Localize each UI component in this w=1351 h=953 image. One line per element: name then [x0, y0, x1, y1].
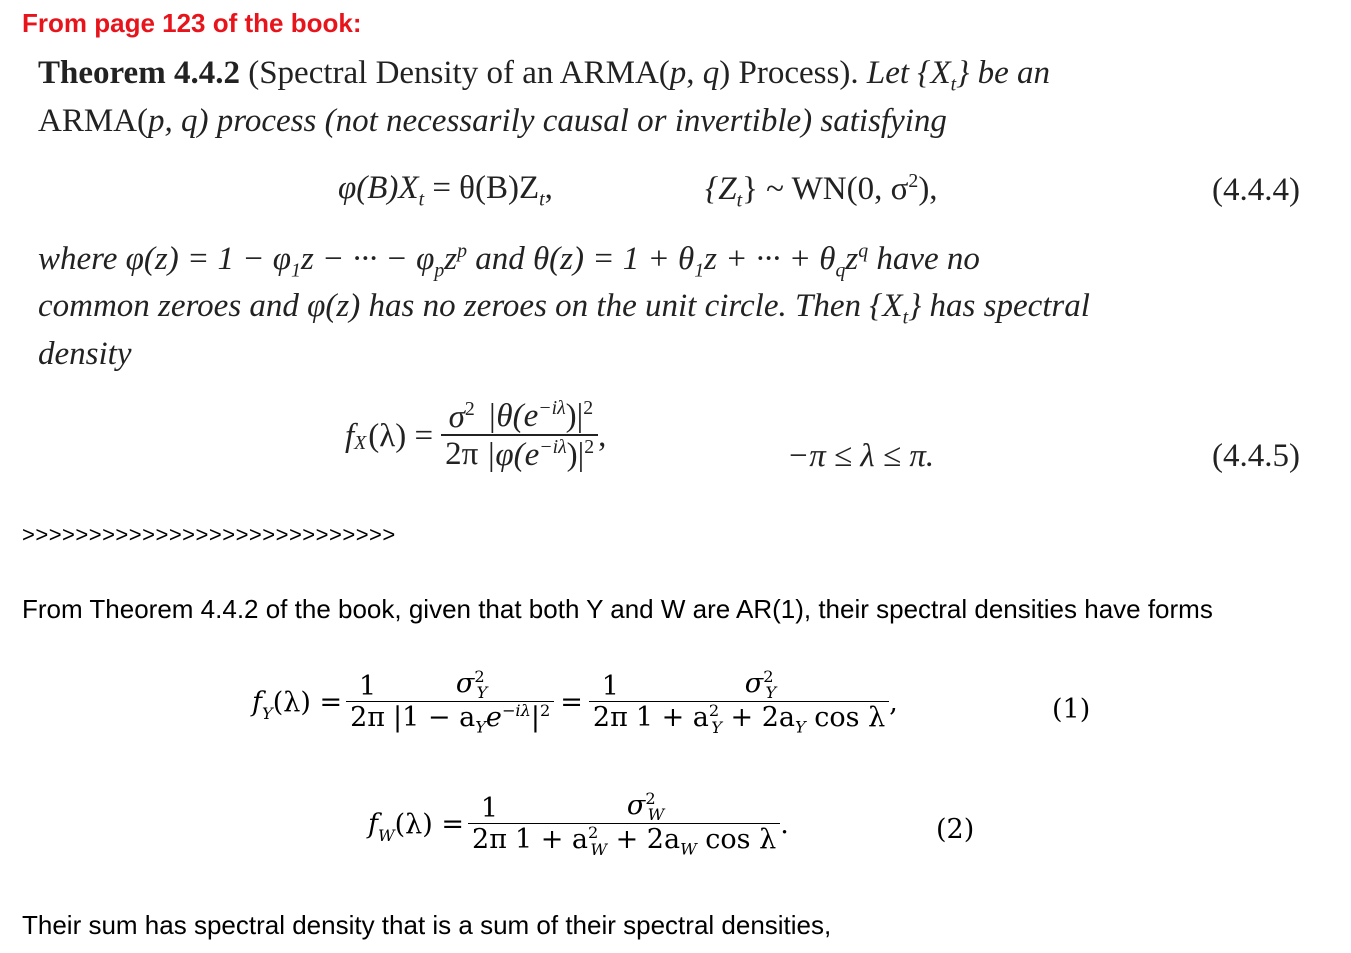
eqY-frac-3 — [589, 670, 632, 733]
eqY-sigma-sub-2: Y — [765, 683, 777, 703]
eq1-mid: = θ(B)Z — [424, 170, 540, 206]
theorem-line-1 — [38, 55, 1050, 97]
eqY-one: 1 — [358, 670, 377, 702]
page-header: From page 123 of the book: — [22, 8, 362, 38]
where-phi: where φ(z) = 1 − φ — [38, 241, 292, 277]
t-subscript: t — [950, 73, 957, 96]
eqW-sigma-sub: W — [647, 805, 665, 825]
eqY-den-a: |1 − a — [393, 702, 476, 734]
eq2-exp-2: −iλ — [539, 435, 567, 458]
where-line-3: density — [38, 336, 132, 372]
eq2-fraction-2: $\frac{|\theta(e^{-i\lambda})|^2}{|\varphi(e^{-i\lambda})|^2}$ — [482, 398, 598, 475]
eq1-lhs: φ(B)X — [338, 170, 419, 206]
paragraph-2: Their sum has spectral density that is a sum of their spectral densities, — [22, 910, 832, 940]
eqW-f: f — [368, 809, 378, 841]
eqY-arg: (λ) = — [272, 687, 343, 719]
eqY-2pi-2: 2π — [589, 701, 632, 733]
has-spectral: } has spectral — [908, 288, 1090, 324]
eq1-t-sub: t — [418, 188, 425, 211]
eqW-period: . — [780, 809, 789, 841]
theorem-title: Theorem 4.4.2 — [38, 55, 240, 91]
equation-4-4-4: $\varphi(B)X_t = \theta(B)Z_t$, — [338, 170, 553, 211]
eqY-den2-a: 1 + a — [635, 702, 709, 734]
eq2-sigma: σ — [448, 398, 465, 435]
where-dots-2: z + ··· + θ — [704, 241, 836, 277]
eq2-theta: |θ(e — [487, 398, 539, 434]
arma-label: ARMA( — [38, 103, 149, 139]
p-symbol: p — [669, 55, 687, 91]
eqW-frac-2: $\frac{\sigma^2_W}{1 + a^2_W + 2a_W \cos \lambda}$ — [511, 790, 780, 859]
eqW-sigma: σ — [626, 790, 646, 821]
eq2-fraction-1: $\frac{\sigma^2}{2\pi}$ — [441, 399, 482, 475]
eq1-t-sub-3: t — [736, 189, 743, 212]
eqY-frac-1 — [346, 670, 389, 733]
equation-number-4-4-4: (4.4.4) — [1212, 172, 1300, 208]
theorem-title-end: ) Process). — [719, 55, 867, 91]
eqY-equals: = — [560, 687, 583, 719]
equation-4-4-4-rhs: $\{Z_t\}$ ~ WN(0, $\sigma^2$), — [705, 170, 938, 212]
eqY-den2-b: + 2a — [721, 702, 795, 734]
where-line-2: common zeroes and φ(z) has no zeroes on the unit circle. Then $\{X_t\}$ has spectral — [38, 288, 1090, 329]
eq2-f: f — [345, 417, 355, 454]
eqW-sub: W — [378, 826, 395, 846]
eq1-end: ), — [918, 171, 938, 207]
eq1-t-sub-2: t — [539, 188, 545, 211]
eqW-den2-b: + 2a — [607, 824, 681, 856]
pq-symbols: p, q — [148, 103, 198, 139]
eqY-one-2: 1 — [601, 670, 619, 702]
where-theta: and θ(z) = 1 + θ — [466, 241, 695, 277]
eqY-f: f — [252, 687, 262, 719]
common-zeroes-text: common zeroes and φ(z) has no zeroes on the unit circle. Then {X — [38, 288, 903, 324]
comma: , — [686, 55, 703, 91]
paragraph-1: From Theorem 4.4.2 of the book, given that both Y and W are AR(1), their spectral densities have forms — [22, 594, 1213, 624]
theorem-title-rest: (Spectral Density of an ARMA( — [239, 55, 670, 91]
equation-1 — [252, 668, 898, 737]
eqY-sub: Y — [262, 704, 273, 724]
theorem-line-2 — [38, 103, 947, 140]
where-dots: z − ··· − φ — [300, 241, 435, 277]
equation-number-4-4-5: (4.4.5) — [1212, 438, 1300, 474]
equation-number-1: (1) — [1052, 694, 1091, 725]
eq2-x-sub: X — [354, 431, 367, 454]
eqY-den2-c: cos λ — [805, 702, 886, 734]
eqY-comma: , — [889, 687, 898, 719]
eq2-2pi: 2π — [441, 434, 482, 474]
eq1-wn: } ~ WN(0, σ — [742, 171, 909, 207]
eqY-exp: −iλ — [501, 701, 531, 721]
eqW-den2-c: cos λ — [696, 824, 777, 856]
where-line-1: where $\varphi(z) = 1 - \varphi_1z$ − ··· − $\varphi_pz^p$ and $\theta(z) = 1 + \theta_1z$ + ··· + $\theta_qz^q$ have no — [38, 240, 980, 282]
eq2-abs-1: )| — [565, 398, 584, 434]
eqY-frac-2: $\frac{\sigma^2_Y}{|1 - a_Ye^{-i\lambda}|^2}$ — [389, 668, 554, 737]
equation-2 — [368, 790, 789, 859]
q-symbol: q — [702, 55, 720, 91]
eqY-sigma-sub: Y — [476, 683, 488, 703]
eq2-phi: |φ(e — [486, 436, 540, 473]
eqW-2pi: 2π — [468, 823, 511, 855]
equation-4-4-5: f $_X$ (λ) = $\frac{\sigma^2}{2\pi}$ $\frac{|\theta(e^{-i\lambda})|^2}{|\varphi(e^{-i\lambda})|^2}$ , — [345, 397, 607, 473]
eqW-den2-a: 1 + a — [514, 824, 589, 856]
eq2-range: −π ≤ λ ≤ π. — [787, 438, 935, 474]
eqY-abs: | — [530, 702, 540, 734]
eqW-frac-1 — [468, 792, 511, 855]
eq2-abs-2: )| — [566, 436, 585, 473]
equation-number-2: (2) — [936, 814, 975, 845]
eqY-sigma: σ — [455, 668, 475, 699]
eqW-one: 1 — [480, 792, 499, 824]
eq1-z: {Z — [705, 171, 737, 207]
eqY-sigma-2: σ — [744, 668, 764, 699]
let-x: Let {X — [866, 55, 951, 91]
have-no: have no — [868, 241, 980, 277]
eq2-arg: (λ) = — [368, 417, 434, 454]
separator-arrows: >>>>>>>>>>>>>>>>>>>>>>>>>>>> — [22, 522, 396, 547]
be-an: } be an — [956, 55, 1050, 91]
eqY-e: e — [485, 702, 502, 734]
process-text: ) process (not necessarily causal or invertible) satisfying — [197, 103, 947, 139]
eqY-2pi: 2π — [346, 701, 389, 733]
eqY-frac-4: $\frac{\sigma^2_Y}{1 + a^2_Y + 2a_Y \cos \lambda}$ — [632, 668, 889, 737]
eq2-exp-1: −iλ — [538, 397, 566, 419]
eqW-arg: (λ) = — [394, 809, 465, 841]
